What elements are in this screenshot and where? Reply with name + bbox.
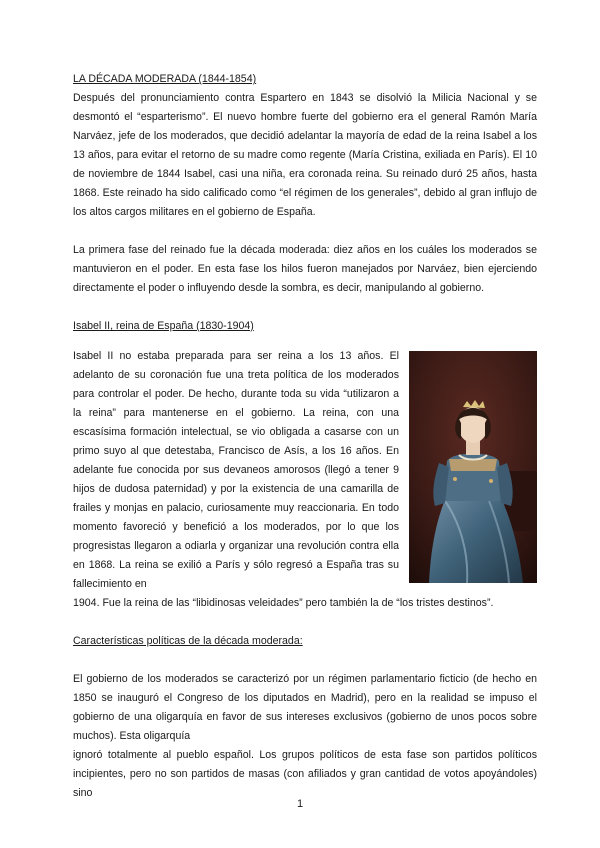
paragraph-isabel-1: Isabel II no estaba preparada para ser reina a los 13 años. El adelanto de su coronación fue una treta política de los moderados para controlar el poder. De hecho, durante toda su vida “utilizaron a la reina” para mantenerse en el gobierno. La reina, con una escasísima formación intelectual, se vio obligada a casarse con un primo suyo al que detestaba, Francisco de Asís, a los 16 años. En adelante fue conocida por sus devaneos amorosos (llegó a tener 9 hijos de dudosa paternidad) y por la existencia de una camarilla de frailes y monjas en palacio, curiosamente muy reaccionaria. En todo momento favoreció y benefició a los moderados, por lo que los progresistas llegaron a odiarla y organizar una revolución contra ella en 1868. La reina se exilió a París y sólo regresó a España tras su fallecimiento en <box>73 350 399 590</box>
section-heading-isabel: Isabel II, reina de España (1830-1904) <box>73 320 254 332</box>
spacer <box>73 336 537 347</box>
paragraph-decada-1: Después del pronunciamiento contra Espartero en 1843 se disolvió la Milicia Nacional y se desmontó el “esparterismo”. El nuevo hombre fuerte del gobierno era el general Ramón María Narváez, jefe de los moderados, que decidió adelantar la mayoría de edad de la reina Isabel a los 13 años, para evitar el retorno de su madre como regente (María Cristina, exiliada en París). El 10 de noviembre de 1844 Isabel, casi una niña, era coronada reina. Su reinado duró 25 años, hasta 1868. Este reinado ha sido calificado como “el régimen de los generales”, debido al gran influjo de los altos cargos militares en el gobierno de España. <box>73 92 537 218</box>
spacer <box>73 222 537 241</box>
paragraph-caracteristicas-1: El gobierno de los moderados se caracterizó por un régimen parlamentario ficticio (de hecho en 1850 se inauguró el Congreso de los diputados en Madrid), pero en la realidad se impuso el gobierno de una oligarquía en favor de sus intereses exclusivos (gobierno de unos pocos sobre muchos). Esta oligarquía <box>73 673 537 742</box>
spacer <box>73 651 537 670</box>
paragraph-caracteristicas-2: ignoró totalmente al pueblo español. Los grupos políticos de esta fase son partidos políticos incipientes, pero no son partidos de masas (con afiliados y gran cantidad de votos apoyándoles) sino <box>73 749 537 799</box>
portrait-isabel-ii-image <box>409 351 537 583</box>
section-heading-decada-moderada: LA DÉCADA MODERADA (1844-1854) <box>73 73 257 85</box>
paragraph-decada-2: La primera fase del reinado fue la década moderada: diez años en los cuáles los moderados se mantuvieron en el poder. En esta fase los hilos fueron manejados por Narváez, bien ejerciendo directamente el poder o influyendo desde la sombra, es decir, manipulando al gobierno. <box>73 244 537 294</box>
page-number: 1 <box>296 798 304 810</box>
spacer <box>73 298 537 317</box>
spacer <box>73 613 537 632</box>
paragraph-isabel-2: 1904. Fue la reina de las “libidinosas veleidades” pero también la de “los tristes destinos”. <box>73 597 494 609</box>
document-body <box>73 70 537 803</box>
section-heading-caracteristicas: Características políticas de la década moderada: <box>73 635 303 647</box>
